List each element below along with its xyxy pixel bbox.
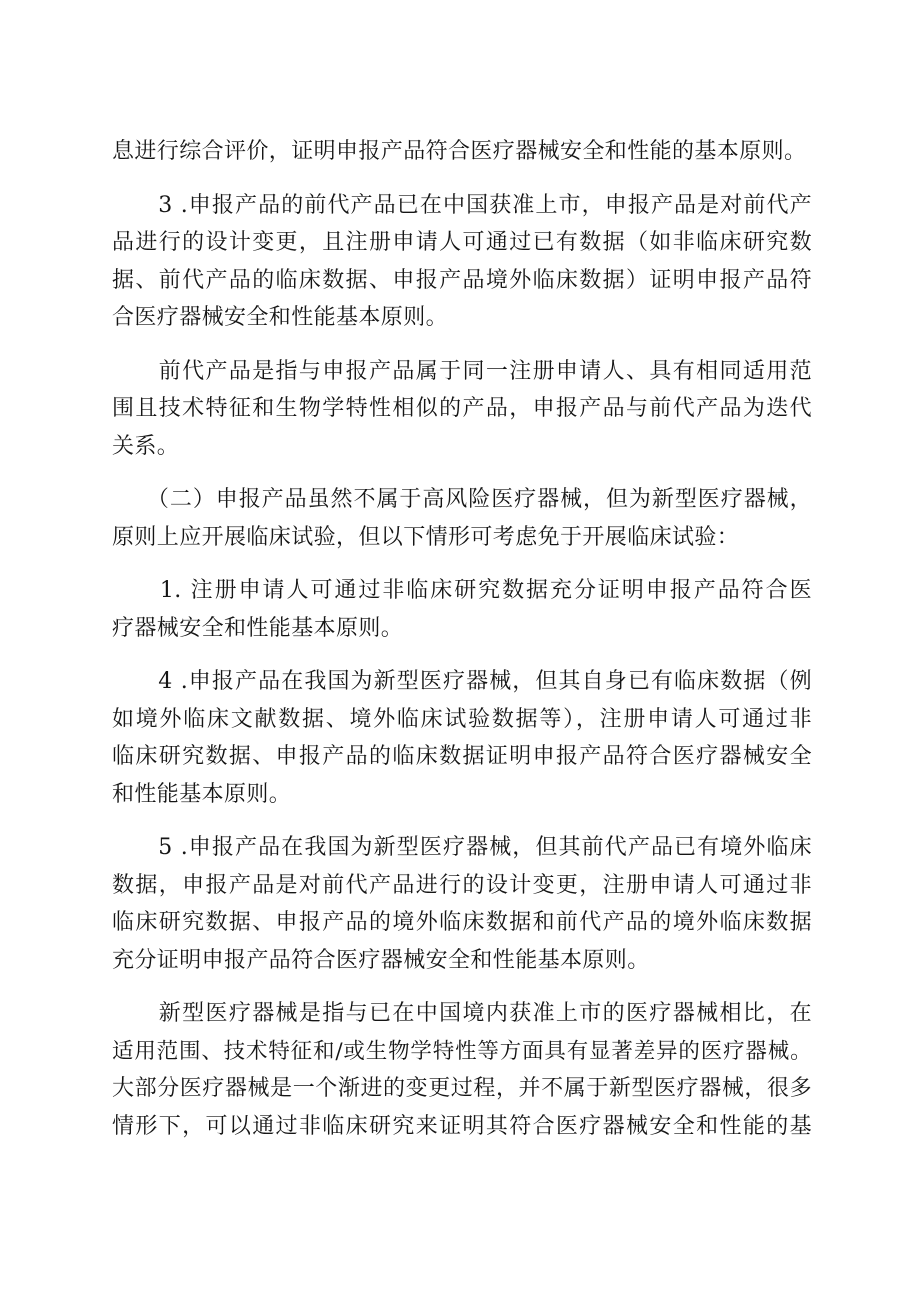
text-line: 围且技术特征和生物学特性相似的产品，申报产品与前代产品为迭代 — [112, 396, 812, 421]
paragraph-predecessor-definition — [112, 353, 812, 466]
paragraph-item-1 — [112, 572, 812, 647]
paragraph-section-2 — [112, 481, 812, 556]
paragraph-novel-device-definition — [112, 995, 812, 1145]
document-body — [112, 133, 812, 1161]
text-line: 4 .申报产品在我国为新型医疗器械，但其自身已有临床数据（例 — [112, 669, 812, 694]
text-line: 品进行的设计变更，且注册申请人可通过已有数据（如非临床研究数 — [112, 230, 812, 255]
paragraph-item-5 — [112, 829, 812, 979]
text-line: 疗器械安全和性能基本原则。 — [112, 615, 404, 641]
text-line: 如境外临床文献数据、境外临床试验数据等），注册申请人可通过非 — [112, 706, 812, 732]
text-line: 临床研究数据、申报产品的临床数据证明申报产品符合医疗器械安全 — [112, 744, 812, 769]
text-line: 新型医疗器械是指与已在中国境内获准上市的医疗器械相比，在 — [112, 1001, 812, 1026]
text-line: 原则上应开展临床试验，但以下情形可考虑免于开展临床试验： — [112, 524, 740, 550]
text-line: 5 .申报产品在我国为新型医疗器械，但其前代产品已有境外临床 — [112, 835, 812, 860]
text-line: 前代产品是指与申报产品属于同一注册申请人、具有相同适用范 — [112, 358, 812, 384]
text-line: 数据，申报产品是对前代产品进行的设计变更，注册申请人可通过非 — [112, 872, 812, 898]
text-line: 合医疗器械安全和性能基本原则。 — [112, 305, 449, 330]
text-line: 据、前代产品的临床数据、申报产品境外临床数据）证明申报产品符 — [112, 267, 812, 293]
paragraph-item-4 — [112, 663, 812, 813]
text-line: 临床研究数据、申报产品的境外临床数据和前代产品的境外临床数据 — [112, 910, 812, 935]
text-line: 和性能基本原则。 — [112, 781, 292, 807]
text-line: 关系。 — [112, 433, 180, 459]
text-line: 情形下，可以通过非临床研究来证明其符合医疗器械安全和性能的基 — [112, 1113, 812, 1139]
text-line: 大部分医疗器械是一个渐进的变更过程，并不属于新型医疗器械，很多 — [112, 1076, 812, 1101]
paragraph-continuation — [112, 133, 812, 171]
text-line: 充分证明申报产品符合医疗器械安全和性能基本原则。 — [112, 947, 650, 973]
text-line: 息进行综合评价，证明申报产品符合医疗器械安全和性能的基本原则。 — [112, 139, 807, 164]
text-line: 适用范围、技术特征和/或生物学特性等方面具有显著差异的医疗器械。 — [112, 1038, 812, 1064]
text-line: 3 .申报产品的前代产品已在中国获准上市，申报产品是对前代产 — [112, 192, 812, 218]
text-line: 1. 注册申请人可通过非临床研究数据充分证明申报产品符合医 — [112, 578, 812, 603]
text-line: （二）申报产品虽然不属于高风险医疗器械，但为新型医疗器械， — [112, 487, 812, 512]
paragraph-item-3 — [112, 187, 812, 337]
